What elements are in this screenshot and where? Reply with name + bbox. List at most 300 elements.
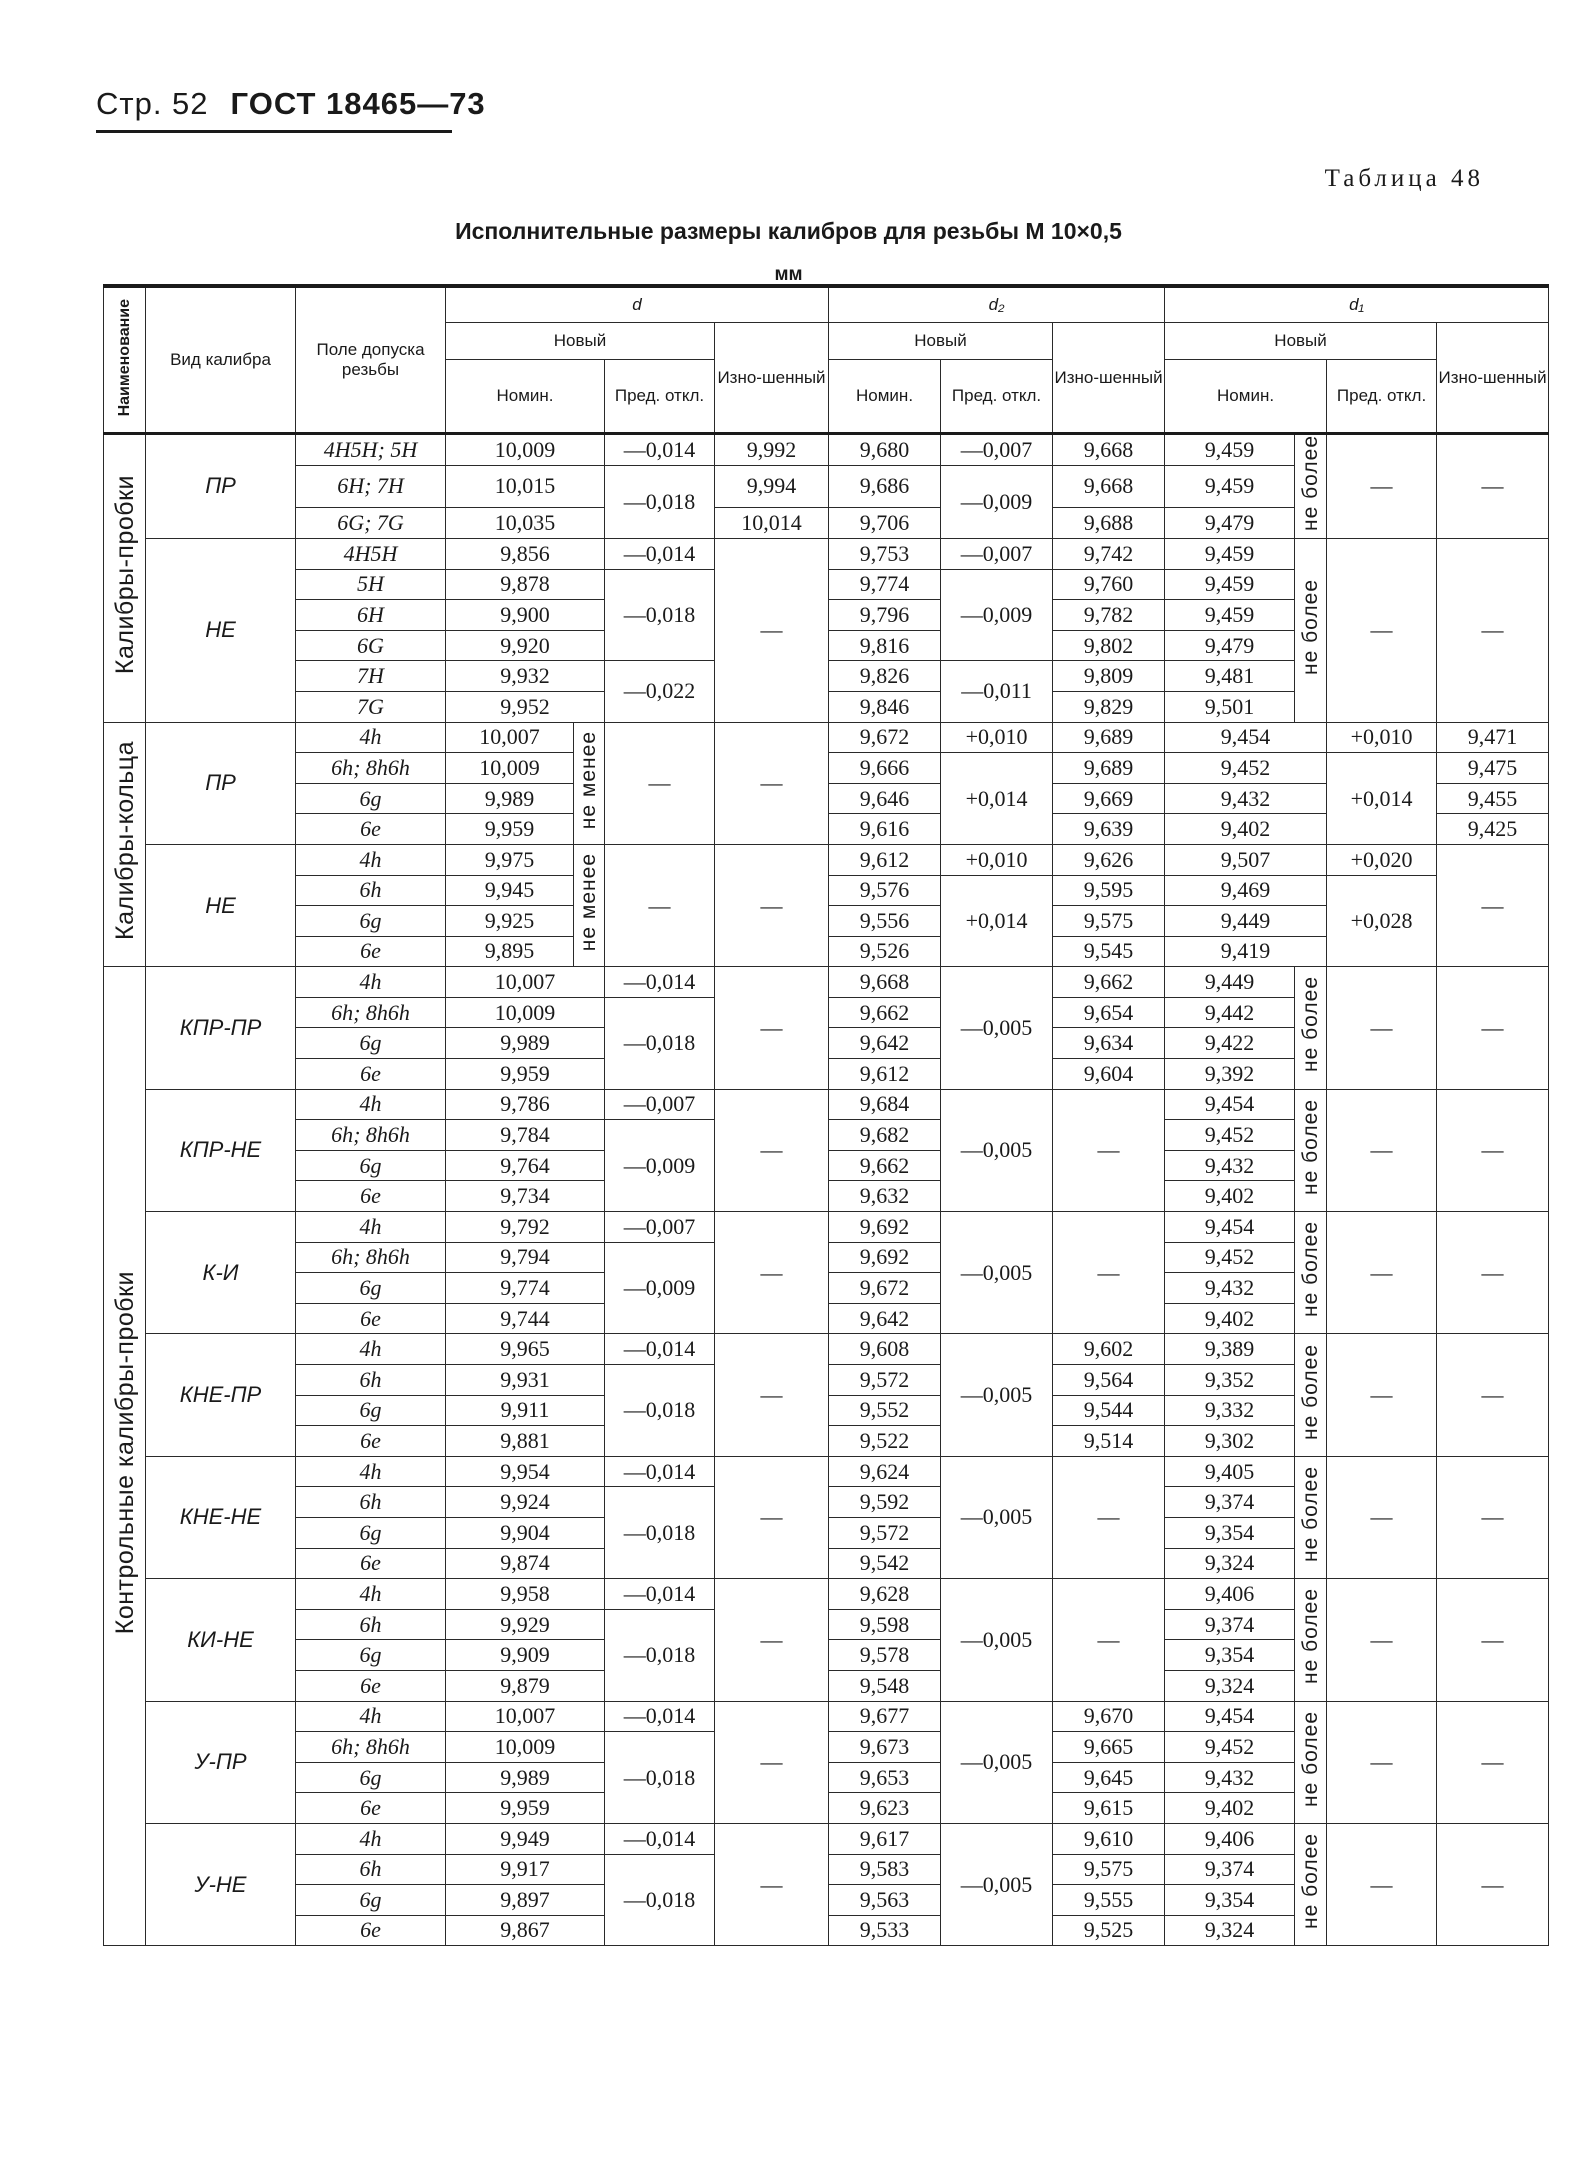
gauge-name: ПР [146, 722, 296, 844]
d1-deviation-cell: — [1327, 1334, 1437, 1456]
d1-nominal-cell: 9,432 [1165, 1762, 1295, 1793]
d-nominal-cell: 10,015 [446, 465, 605, 508]
tolerance-cell: 4h [296, 1823, 446, 1854]
d-nominal-cell: 9,989 [446, 783, 574, 814]
gauge-name: НЕ [146, 844, 296, 966]
d-nominal-cell: 10,009 [446, 753, 574, 784]
d1-nominal-cell: 9,454 [1165, 1089, 1295, 1120]
d2-nominal-cell: 9,672 [829, 1273, 941, 1304]
d2-worn-cell: 9,782 [1053, 600, 1165, 631]
d-nominal-cell: 9,952 [446, 691, 605, 722]
d-nominal-cell: 9,900 [446, 600, 605, 631]
d1-nominal-cell: 9,374 [1165, 1854, 1295, 1885]
tolerance-cell: 7Н [296, 661, 446, 692]
d-worn-cell: — [715, 1334, 829, 1456]
limit-note: не более [1295, 1089, 1327, 1211]
tolerance-cell: 4h [296, 1579, 446, 1610]
d1-nominal-cell: 9,452 [1165, 1242, 1295, 1273]
d2-nominal-cell: 9,706 [829, 508, 941, 539]
limit-note: не более [1295, 1579, 1327, 1701]
d-nominal-cell: 9,786 [446, 1089, 605, 1120]
d1-nominal-cell: 9,389 [1165, 1334, 1295, 1365]
d2-nominal-cell: 9,576 [829, 875, 941, 906]
gauge-name: К-И [146, 1212, 296, 1334]
d1-nominal-header: Номин. [1165, 360, 1327, 434]
d1-deviation-cell: — [1327, 1701, 1437, 1823]
table-row [104, 1701, 1549, 1732]
d1-nominal-cell: 9,442 [1165, 997, 1295, 1028]
table-row [104, 1089, 1549, 1120]
d2-nominal-cell: 9,692 [829, 1242, 941, 1273]
gauge-name: КПР-НЕ [146, 1089, 296, 1211]
d-nominal-cell: 9,959 [446, 1059, 605, 1090]
d-nominal-cell: 9,879 [446, 1670, 605, 1701]
d2-nominal-cell: 9,666 [829, 753, 941, 784]
d1-worn-cell: — [1437, 844, 1549, 966]
tolerance-cell: 6G [296, 630, 446, 661]
d2-deviation-cell: —0,009 [941, 569, 1053, 661]
d2-worn-cell: 9,654 [1053, 997, 1165, 1028]
d1-deviation-cell: — [1327, 1823, 1437, 1945]
group-rings: Калибры-кольца [104, 722, 146, 967]
d-new-header: Новый [446, 323, 715, 360]
d-worn-cell: — [715, 1456, 829, 1578]
d1-worn-cell: — [1437, 1089, 1549, 1211]
d-nominal-cell: 9,945 [446, 875, 574, 906]
d-worn-cell: — [715, 722, 829, 844]
tolerance-cell: 4h [296, 844, 446, 875]
d-nominal-cell: 9,959 [446, 814, 574, 845]
d1-worn-cell: 9,475 [1437, 753, 1549, 784]
d1-nominal-cell: 9,402 [1165, 1303, 1295, 1334]
d2-nominal-cell: 9,846 [829, 691, 941, 722]
d-deviation-cell: —0,022 [605, 661, 715, 722]
d1-nominal-cell: 9,419 [1165, 936, 1327, 967]
d1-worn-cell: — [1437, 1212, 1549, 1334]
limit-note: не более [1295, 1212, 1327, 1334]
d1-nominal-cell: 9,459 [1165, 538, 1295, 569]
d1-new-header: Новый [1165, 323, 1437, 360]
tolerance-cell: 6h; 8h6h [296, 997, 446, 1028]
table-row [104, 1823, 1549, 1854]
table-caption: Исполнительные размеры калибров для резьбы М 10×0,5 [455, 218, 1122, 244]
tolerance-cell: 6e [296, 1426, 446, 1457]
d1-nominal-cell: 9,432 [1165, 1273, 1295, 1304]
d1-nominal-cell: 9,406 [1165, 1579, 1295, 1610]
d1-nominal-cell: 9,449 [1165, 967, 1295, 998]
d2-worn-cell: 9,665 [1053, 1732, 1165, 1763]
table-row [104, 967, 1549, 998]
d1-nominal-cell: 9,454 [1165, 722, 1327, 753]
d1-nominal-cell: 9,459 [1165, 434, 1295, 466]
d-nominal-cell: 9,856 [446, 538, 605, 569]
d-worn-cell: — [715, 1212, 829, 1334]
d2-worn-cell: 9,602 [1053, 1334, 1165, 1365]
d1-nominal-cell: 9,402 [1165, 814, 1327, 845]
header-rule [96, 130, 452, 133]
d-nominal-cell: 9,904 [446, 1517, 605, 1548]
d2-worn-cell: 9,669 [1053, 783, 1165, 814]
d-deviation-cell: —0,009 [605, 1242, 715, 1334]
d2-nominal-cell: 9,617 [829, 1823, 941, 1854]
d-nominal-cell: 9,959 [446, 1793, 605, 1824]
tolerance-cell: 6g [296, 1517, 446, 1548]
tolerance-cell: 6g [296, 1395, 446, 1426]
d-nominal-cell: 10,035 [446, 508, 605, 539]
d-deviation-cell: —0,014 [605, 1456, 715, 1487]
d-nominal-cell: 9,867 [446, 1915, 605, 1946]
tolerance-cell: 4h [296, 1701, 446, 1732]
d-nominal-cell: 9,909 [446, 1640, 605, 1671]
d-deviation-cell: —0,007 [605, 1089, 715, 1120]
tolerance-cell: 4h [296, 722, 446, 753]
tolerance-cell: 6e [296, 1181, 446, 1212]
tolerance-cell: 6h [296, 1365, 446, 1396]
d2-nominal-cell: 9,563 [829, 1885, 941, 1916]
d1-deviation-cell: +0,014 [1327, 753, 1437, 845]
d-nominal-cell: 9,949 [446, 1823, 605, 1854]
tolerance-cell: 6e [296, 1915, 446, 1946]
d-worn-cell: — [715, 844, 829, 966]
tolerance-cell: 6g [296, 906, 446, 937]
d2-worn-cell: 9,802 [1053, 630, 1165, 661]
d2-deviation-cell: +0,010 [941, 844, 1053, 875]
table-row [104, 538, 1549, 569]
d-deviation-cell: —0,018 [605, 1365, 715, 1457]
d-deviation-cell: —0,014 [605, 1579, 715, 1610]
d1-nominal-cell: 9,324 [1165, 1915, 1295, 1946]
tolerance-cell: 6g [296, 1640, 446, 1671]
tolerance-cell: 6g [296, 1762, 446, 1793]
table-row [104, 722, 1549, 753]
d2-nominal-cell: 9,612 [829, 844, 941, 875]
d2-nominal-cell: 9,646 [829, 783, 941, 814]
d2-nominal-cell: 9,826 [829, 661, 941, 692]
d-worn-header: Изно-шенный [715, 323, 829, 434]
d2-worn-cell: 9,670 [1053, 1701, 1165, 1732]
tolerance-cell: 4h [296, 1089, 446, 1120]
d2-worn-cell: 9,639 [1053, 814, 1165, 845]
d2-deviation-cell: +0,010 [941, 722, 1053, 753]
d-nominal-cell: 9,764 [446, 1150, 605, 1181]
d-deviation-cell: —0,007 [605, 1212, 715, 1243]
d1-nominal-cell: 9,406 [1165, 1823, 1295, 1854]
gauge-name: КНЕ-НЕ [146, 1456, 296, 1578]
d-deviation-cell: —0,018 [605, 1609, 715, 1701]
d1-deviation-cell: — [1327, 434, 1437, 539]
d1-deviation-cell: +0,028 [1327, 875, 1437, 967]
table-row [104, 1212, 1549, 1243]
d-deviation-cell: —0,009 [605, 1120, 715, 1212]
d1-nominal-cell: 9,402 [1165, 1181, 1295, 1212]
limit-note: не более [1295, 1701, 1327, 1823]
d1-deviation-cell: +0,020 [1327, 844, 1437, 875]
d2-worn-cell: 9,809 [1053, 661, 1165, 692]
d2-worn-cell: 9,575 [1053, 1854, 1165, 1885]
d-worn-cell: 9,992 [715, 434, 829, 466]
d2-worn-cell: 9,514 [1053, 1426, 1165, 1457]
col-tolerance-header: Поле допуска резьбы [296, 286, 446, 434]
limit-note: не более [1295, 967, 1327, 1089]
d2-worn-cell: 9,555 [1053, 1885, 1165, 1916]
d-nominal-cell: 9,989 [446, 1028, 605, 1059]
gauge-name: КИ-НЕ [146, 1579, 296, 1701]
d-nominal-cell: 9,965 [446, 1334, 605, 1365]
d1-worn-header: Изно-шенный [1437, 323, 1549, 434]
d1-nominal-cell: 9,332 [1165, 1395, 1295, 1426]
d-deviation-header: Пред. откл. [605, 360, 715, 434]
d-deviation-cell: —0,014 [605, 434, 715, 466]
d2-nominal-cell: 9,677 [829, 1701, 941, 1732]
d-deviation-cell: —0,014 [605, 1701, 715, 1732]
group-plugs: Калибры-пробки [104, 434, 146, 723]
tolerance-cell: 6h; 8h6h [296, 1732, 446, 1763]
d-nominal-cell: 9,989 [446, 1762, 605, 1793]
d2-nominal-cell: 9,642 [829, 1028, 941, 1059]
tolerance-cell: 6h; 8h6h [296, 753, 446, 784]
d2-deviation-cell: —0,007 [941, 434, 1053, 466]
limit-note: не более [1295, 434, 1327, 539]
d2-deviation-cell: —0,009 [941, 465, 1053, 538]
d-deviation-cell: —0,014 [605, 1823, 715, 1854]
group-control: Контрольные калибры-пробки [104, 967, 146, 1946]
d2-nominal-cell: 9,686 [829, 465, 941, 508]
d1-deviation-header: Пред. откл. [1327, 360, 1437, 434]
d2-deviation-cell: —0,005 [941, 1823, 1053, 1945]
d1-deviation-cell: +0,010 [1327, 722, 1437, 753]
d2-nominal-cell: 9,548 [829, 1670, 941, 1701]
d2-deviation-cell: —0,011 [941, 661, 1053, 722]
d2-worn-cell: 9,575 [1053, 906, 1165, 937]
d2-nominal-cell: 9,796 [829, 600, 941, 631]
d2-worn-cell: 9,544 [1053, 1395, 1165, 1426]
d-nominal-cell: 10,009 [446, 997, 605, 1028]
d2-deviation-cell: +0,014 [941, 875, 1053, 967]
d-deviation-cell: —0,018 [605, 1732, 715, 1824]
d-nominal-cell: 9,932 [446, 661, 605, 692]
d2-nominal-cell: 9,684 [829, 1089, 941, 1120]
d1-nominal-cell: 9,324 [1165, 1670, 1295, 1701]
d1-nominal-cell: 9,459 [1165, 569, 1295, 600]
d2-nominal-cell: 9,624 [829, 1456, 941, 1487]
d1-worn-cell: — [1437, 434, 1549, 539]
d2-nominal-header: Номин. [829, 360, 941, 434]
d2-nominal-cell: 9,662 [829, 1150, 941, 1181]
d2-deviation-cell: —0,005 [941, 1579, 1053, 1701]
tolerance-cell: 6g [296, 1273, 446, 1304]
tolerance-cell: 4h [296, 1212, 446, 1243]
table-row [104, 844, 1549, 875]
d1-nominal-cell: 9,452 [1165, 1120, 1295, 1151]
d-worn-cell: — [715, 538, 829, 722]
d-nominal-cell: 9,954 [446, 1456, 605, 1487]
d-deviation-cell: —0,014 [605, 1334, 715, 1365]
d2-worn-cell: 9,829 [1053, 691, 1165, 722]
d2-worn-cell: 9,615 [1053, 1793, 1165, 1824]
d2-nominal-cell: 9,623 [829, 1793, 941, 1824]
d2-deviation-cell: —0,005 [941, 1212, 1053, 1334]
tolerance-cell: 6h; 8h6h [296, 1120, 446, 1151]
d-worn-cell: — [715, 1579, 829, 1701]
tolerance-cell: 4Н5Н [296, 538, 446, 569]
d2-nominal-cell: 9,816 [829, 630, 941, 661]
d-nominal-cell: 9,784 [446, 1120, 605, 1151]
d-nominal-cell: 9,794 [446, 1242, 605, 1273]
d2-nominal-cell: 9,542 [829, 1548, 941, 1579]
d1-nominal-cell: 9,452 [1165, 1732, 1295, 1763]
d-nominal-cell: 9,734 [446, 1181, 605, 1212]
d2-worn-cell: 9,760 [1053, 569, 1165, 600]
d-nominal-cell: 9,958 [446, 1579, 605, 1610]
d2-deviation-cell: —0,005 [941, 1334, 1053, 1456]
d2-worn-cell: 9,689 [1053, 753, 1165, 784]
limit-note: не менее [574, 844, 605, 966]
table-row [104, 434, 1549, 466]
d1-nominal-cell: 9,452 [1165, 753, 1327, 784]
d1-worn-cell: — [1437, 1701, 1549, 1823]
limit-note: не более [1295, 1823, 1327, 1945]
tolerance-cell: 4h [296, 1334, 446, 1365]
col-d2-header: d₂ [829, 286, 1165, 323]
d1-nominal-cell: 9,302 [1165, 1426, 1295, 1457]
d2-nominal-cell: 9,680 [829, 434, 941, 466]
d1-nominal-cell: 9,402 [1165, 1793, 1295, 1824]
col-d-header: d [446, 286, 829, 323]
d-deviation-cell: —0,018 [605, 1487, 715, 1579]
d2-worn-cell: 9,595 [1053, 875, 1165, 906]
d2-deviation-cell: —0,005 [941, 1456, 1053, 1578]
d-deviation-cell: —0,014 [605, 967, 715, 998]
d2-nominal-cell: 9,682 [829, 1120, 941, 1151]
d1-worn-cell: — [1437, 967, 1549, 1089]
d1-nominal-cell: 9,507 [1165, 844, 1327, 875]
d-nominal-cell: 9,975 [446, 844, 574, 875]
tolerance-cell: 6h; 8h6h [296, 1242, 446, 1273]
d1-deviation-cell: — [1327, 1212, 1437, 1334]
limit-note: не более [1295, 1334, 1327, 1456]
tolerance-cell: 6h [296, 875, 446, 906]
d2-deviation-cell: —0,005 [941, 1701, 1053, 1823]
d2-worn-cell: 9,689 [1053, 722, 1165, 753]
d-nominal-cell: 9,881 [446, 1426, 605, 1457]
tolerance-cell: 6g [296, 1028, 446, 1059]
d1-worn-cell: — [1437, 1823, 1549, 1945]
gauge-dimensions-table [103, 284, 1549, 1946]
d2-worn-cell: 9,545 [1053, 936, 1165, 967]
table-row [104, 1334, 1549, 1365]
tolerance-cell: 7G [296, 691, 446, 722]
tolerance-cell: 6Н [296, 600, 446, 631]
d1-nominal-cell: 9,354 [1165, 1640, 1295, 1671]
d1-nominal-cell: 9,501 [1165, 691, 1295, 722]
d1-worn-cell: 9,425 [1437, 814, 1549, 845]
d1-deviation-cell: — [1327, 1456, 1437, 1578]
d2-worn-cell: 9,688 [1053, 508, 1165, 539]
col-name-header: Наименование [104, 286, 146, 434]
d-nominal-cell: 9,878 [446, 569, 605, 600]
limit-note: не менее [574, 722, 605, 844]
d2-nominal-cell: 9,668 [829, 967, 941, 998]
d2-nominal-cell: 9,533 [829, 1915, 941, 1946]
tolerance-cell: 6e [296, 1059, 446, 1090]
d2-deviation-cell: —0,005 [941, 967, 1053, 1089]
d2-nominal-cell: 9,572 [829, 1517, 941, 1548]
d2-worn-cell: 9,742 [1053, 538, 1165, 569]
d2-nominal-cell: 9,616 [829, 814, 941, 845]
d-nominal-cell: 9,917 [446, 1854, 605, 1885]
d1-worn-cell: 9,455 [1437, 783, 1549, 814]
gauge-name: ПР [146, 434, 296, 539]
d-nominal-header: Номин. [446, 360, 605, 434]
d2-worn-cell: 9,662 [1053, 967, 1165, 998]
gauge-name: У-ПР [146, 1701, 296, 1823]
d-deviation-cell: — [605, 722, 715, 844]
d2-deviation-cell: —0,007 [941, 538, 1053, 569]
d2-nominal-cell: 9,556 [829, 906, 941, 937]
d1-worn-cell: — [1437, 1579, 1549, 1701]
d2-nominal-cell: 9,653 [829, 1762, 941, 1793]
tolerance-cell: 6e [296, 1793, 446, 1824]
d2-worn-cell: — [1053, 1579, 1165, 1701]
gauge-name: У-НЕ [146, 1823, 296, 1945]
d2-worn-cell: — [1053, 1089, 1165, 1211]
d-deviation-cell: —0,014 [605, 538, 715, 569]
d2-worn-cell: 9,564 [1053, 1365, 1165, 1396]
d1-nominal-cell: 9,481 [1165, 661, 1295, 692]
d1-nominal-cell: 9,422 [1165, 1028, 1295, 1059]
d2-nominal-cell: 9,642 [829, 1303, 941, 1334]
d1-nominal-cell: 9,469 [1165, 875, 1327, 906]
d2-nominal-cell: 9,628 [829, 1579, 941, 1610]
d-nominal-cell: 10,007 [446, 967, 605, 998]
d2-nominal-cell: 9,526 [829, 936, 941, 967]
d2-nominal-cell: 9,692 [829, 1212, 941, 1243]
tolerance-cell: 6G; 7G [296, 508, 446, 539]
d2-nominal-cell: 9,673 [829, 1732, 941, 1763]
table-row [104, 1579, 1549, 1610]
gauge-name: КНЕ-ПР [146, 1334, 296, 1456]
d1-worn-cell: — [1437, 1334, 1549, 1456]
d2-nominal-cell: 9,578 [829, 1640, 941, 1671]
standard-number: ГОСТ 18465—73 [230, 86, 486, 121]
d2-worn-cell: — [1053, 1212, 1165, 1334]
d2-nominal-cell: 9,522 [829, 1426, 941, 1457]
tolerance-cell: 5Н [296, 569, 446, 600]
tolerance-cell: 6g [296, 1150, 446, 1181]
d2-nominal-cell: 9,583 [829, 1854, 941, 1885]
d2-nominal-cell: 9,662 [829, 997, 941, 1028]
tolerance-cell: 6Н; 7Н [296, 465, 446, 508]
d1-nominal-cell: 9,479 [1165, 508, 1295, 539]
d1-nominal-cell: 9,459 [1165, 600, 1295, 631]
d1-nominal-cell: 9,432 [1165, 1150, 1295, 1181]
d2-worn-cell: 9,668 [1053, 434, 1165, 466]
d1-nominal-cell: 9,374 [1165, 1609, 1295, 1640]
d-nominal-cell: 9,895 [446, 936, 574, 967]
tolerance-cell: 6g [296, 783, 446, 814]
d2-nominal-cell: 9,592 [829, 1487, 941, 1518]
d2-nominal-cell: 9,612 [829, 1059, 941, 1090]
d1-deviation-cell: — [1327, 538, 1437, 722]
d1-nominal-cell: 9,352 [1165, 1365, 1295, 1396]
d2-worn-cell: 9,634 [1053, 1028, 1165, 1059]
d2-nominal-cell: 9,572 [829, 1365, 941, 1396]
d2-worn-cell: 9,610 [1053, 1823, 1165, 1854]
d1-nominal-cell: 9,354 [1165, 1517, 1295, 1548]
table-number: Таблица 48 [1324, 165, 1484, 192]
gauge-name: НЕ [146, 538, 296, 722]
col-d1-header: d₁ [1165, 286, 1549, 323]
